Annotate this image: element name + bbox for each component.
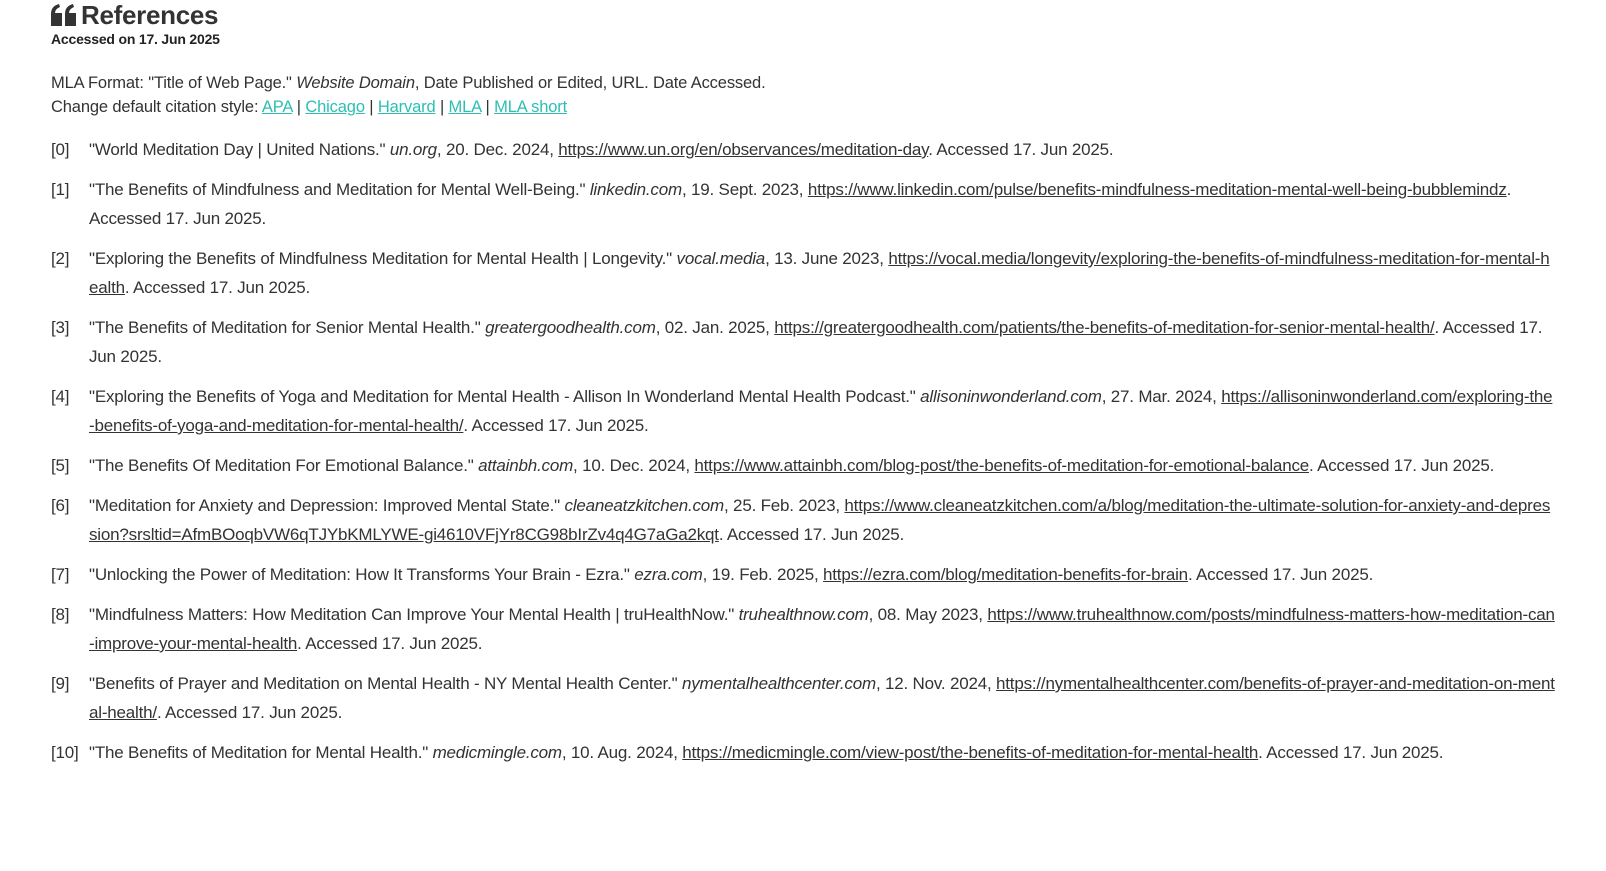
reference-url[interactable]: https://allisoninwonderland.com/exploring-the-benefits-of-yoga-and-meditation-for-mental-health/ [89, 387, 1553, 435]
reference-url[interactable]: https://www.cleaneatzkitchen.com/a/blog/meditation-the-ultimate-solution-for-anxiety-and-depression?srsltid=AfmBOoqbVW6qTJYbKMLYWE-gi4610VFjYr8CG98bIrZv4q4G7aGa2kqt [89, 496, 1551, 544]
style-link-harvard[interactable]: Harvard [377, 98, 436, 116]
format-prefix: MLA Format: "Title of Web Page." [51, 74, 297, 92]
reference-text [89, 560, 1556, 589]
style-link-chicago[interactable]: Chicago [305, 98, 365, 116]
reference-url[interactable]: https://medicmingle.com/view-post/the-benefits-of-meditation-for-mental-health [682, 743, 1259, 762]
reference-item [51, 600, 1556, 658]
style-separator: | [292, 98, 306, 116]
style-link-apa[interactable]: APA [261, 98, 293, 116]
reference-title: "Meditation for Anxiety and Depression: Improved Mental State." [89, 496, 565, 515]
reference-text [89, 313, 1556, 371]
reference-accessed: . Accessed 17. Jun 2025. [718, 525, 904, 544]
reference-domain: un.org [389, 140, 437, 159]
reference-text [89, 135, 1556, 164]
style-link-mla-short[interactable]: MLA short [494, 98, 568, 116]
reference-text [89, 244, 1556, 302]
reference-item [51, 313, 1556, 371]
reference-accessed: . Accessed 17. Jun 2025. [1187, 565, 1374, 584]
citation-style-switcher [51, 95, 1606, 119]
format-suffix: , Date Published or Edited, URL. Date Accessed. [414, 74, 766, 92]
reference-url[interactable]: https://greatergoodhealth.com/patients/the-benefits-of-meditation-for-senior-mental-health/ [774, 318, 1435, 337]
reference-number: [9] [51, 674, 70, 693]
reference-item [51, 382, 1556, 440]
reference-url[interactable]: https://ezra.com/blog/meditation-benefits-for-brain [823, 565, 1188, 584]
reference-text [89, 451, 1556, 480]
reference-text [89, 175, 1556, 233]
format-domain-label: Website Domain [296, 74, 415, 92]
style-separator: | [481, 98, 495, 116]
reference-text [89, 382, 1556, 440]
format-description [51, 71, 1606, 95]
reference-title: "Exploring the Benefits of Mindfulness Meditation for Mental Health | Longevity." [89, 249, 677, 268]
reference-date: , 25. Feb. 2023, [724, 496, 845, 515]
reference-domain: nymentalhealthcenter.com [681, 674, 876, 693]
reference-number: [8] [51, 605, 70, 624]
reference-text [89, 600, 1556, 658]
citation-style-prefix: Change default citation style: [51, 98, 262, 116]
reference-item [51, 491, 1556, 549]
reference-title: "The Benefits of Meditation for Senior Mental Health." [89, 318, 486, 337]
quote-icon [51, 3, 77, 27]
reference-item [51, 451, 1556, 480]
reference-accessed: . Accessed 17. Jun 2025. [156, 703, 343, 722]
reference-item [51, 560, 1556, 589]
reference-domain: greatergoodhealth.com [485, 318, 656, 337]
style-link-mla[interactable]: MLA [448, 98, 482, 116]
reference-domain: cleaneatzkitchen.com [564, 496, 725, 515]
reference-number: [10] [51, 743, 79, 762]
page-title: References [81, 0, 219, 30]
reference-date: , 19. Sept. 2023, [681, 180, 808, 199]
reference-item [51, 669, 1556, 727]
references-header [51, 0, 1606, 30]
reference-title: "Unlocking the Power of Meditation: How It Transforms Your Brain - Ezra." [89, 565, 635, 584]
reference-title: "The Benefits Of Meditation For Emotional Balance." [89, 456, 479, 475]
reference-number: [2] [51, 249, 70, 268]
reference-domain: linkedin.com [589, 180, 682, 199]
reference-list [51, 135, 1556, 767]
reference-date: , 13. June 2023, [765, 249, 889, 268]
reference-title: "The Benefits of Meditation for Mental Health." [89, 743, 433, 762]
reference-date: , 12. Nov. 2024, [875, 674, 997, 693]
reference-domain: attainbh.com [478, 456, 574, 475]
reference-date: , 08. May 2023, [868, 605, 988, 624]
reference-accessed: . Accessed 17. Jun 2025. [1309, 456, 1495, 475]
reference-accessed: . Accessed 17. Jun 2025. [297, 634, 483, 653]
reference-item [51, 175, 1556, 233]
reference-accessed: . Accessed 17. Jun 2025. [89, 180, 1512, 228]
reference-date: , 10. Aug. 2024, [561, 743, 683, 762]
reference-accessed: . Accessed 17. Jun 2025. [1258, 743, 1444, 762]
style-separator: | [364, 98, 378, 116]
reference-item [51, 244, 1556, 302]
reference-url[interactable]: https://www.un.org/en/observances/meditation-day [558, 140, 929, 159]
reference-number: [1] [51, 180, 70, 199]
reference-number: [0] [51, 140, 70, 159]
reference-title: "Benefits of Prayer and Meditation on Mental Health - NY Mental Health Center." [89, 674, 682, 693]
reference-url[interactable]: https://www.attainbh.com/blog-post/the-benefits-of-meditation-for-emotional-balance [694, 456, 1309, 475]
reference-number: [3] [51, 318, 70, 337]
reference-title: "Exploring the Benefits of Yoga and Meditation for Mental Health - Allison In Wonderland Mental Health Podcast." [89, 387, 921, 406]
reference-domain: medicmingle.com [432, 743, 562, 762]
reference-item [51, 738, 1556, 767]
reference-accessed: . Accessed 17. Jun 2025. [928, 140, 1114, 159]
accessed-date: Accessed on 17. Jun 2025 [51, 31, 220, 47]
reference-text [89, 669, 1556, 727]
reference-domain: vocal.media [676, 249, 766, 268]
reference-number: [5] [51, 456, 70, 475]
reference-text [89, 738, 1556, 767]
reference-date: , 19. Feb. 2025, [702, 565, 824, 584]
reference-title: "The Benefits of Mindfulness and Meditation for Mental Well-Being." [89, 180, 590, 199]
reference-domain: truhealthnow.com [738, 605, 869, 624]
style-separator: | [435, 98, 449, 116]
reference-url[interactable]: https://www.linkedin.com/pulse/benefits-mindfulness-meditation-mental-well-being-bubblemindz [807, 180, 1507, 199]
reference-number: [6] [51, 496, 70, 515]
reference-url[interactable]: https://vocal.media/longevity/exploring-the-benefits-of-mindfulness-meditation-for-mental-health [89, 249, 1550, 297]
reference-accessed: . Accessed 17. Jun 2025. [89, 318, 1543, 366]
reference-domain: ezra.com [634, 565, 703, 584]
reference-date: , 27. Mar. 2024, [1101, 387, 1222, 406]
reference-title: "World Meditation Day | United Nations." [89, 140, 390, 159]
reference-accessed: . Accessed 17. Jun 2025. [124, 278, 311, 297]
reference-date: , 20. Dec. 2024, [436, 140, 559, 159]
reference-url[interactable]: https://nymentalhealthcenter.com/benefits-of-prayer-and-meditation-on-mental-health/ [89, 674, 1555, 722]
reference-text [89, 491, 1556, 549]
reference-date: , 02. Jan. 2025, [655, 318, 775, 337]
reference-date: , 10. Dec. 2024, [573, 456, 695, 475]
reference-item [51, 135, 1556, 164]
reference-url[interactable]: https://www.truhealthnow.com/posts/mindfulness-matters-how-meditation-can-improve-your-mental-health [89, 605, 1555, 653]
reference-number: [7] [51, 565, 70, 584]
reference-title: "Mindfulness Matters: How Meditation Can Improve Your Mental Health | truHealthNow." [89, 605, 739, 624]
reference-domain: allisoninwonderland.com [920, 387, 1102, 406]
reference-accessed: . Accessed 17. Jun 2025. [463, 416, 649, 435]
reference-number: [4] [51, 387, 70, 406]
